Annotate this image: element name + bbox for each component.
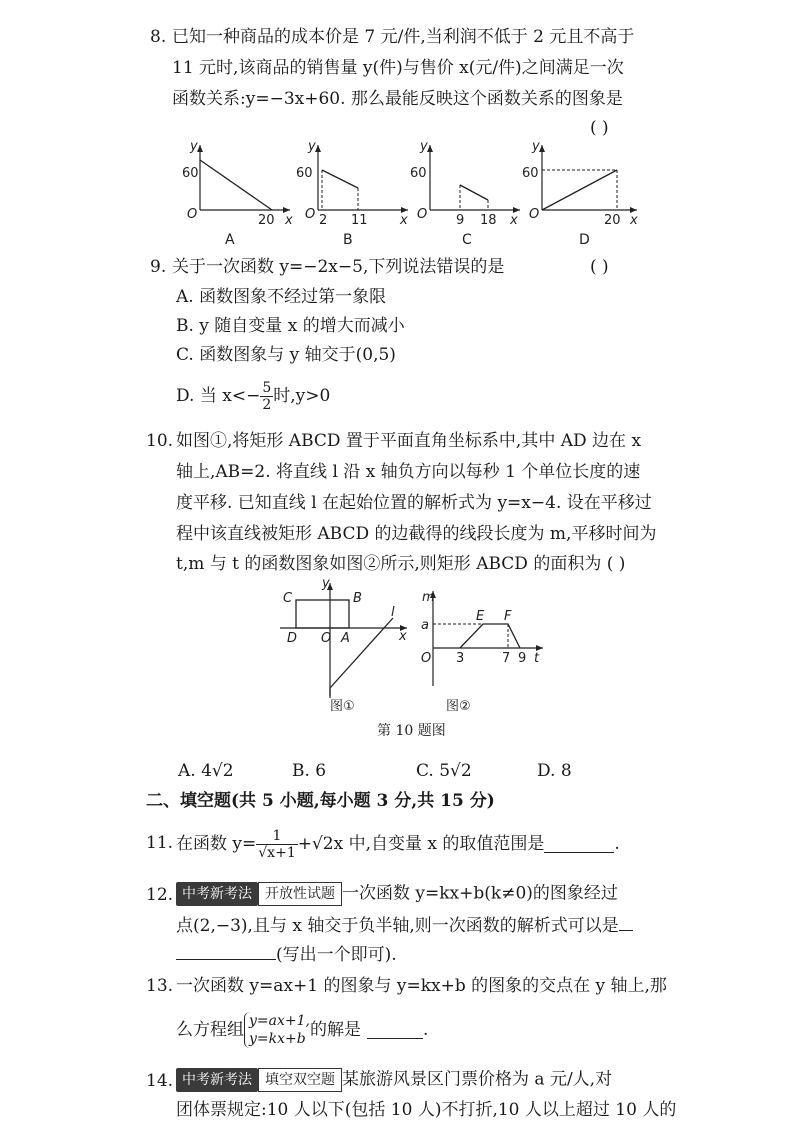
svg-text:7: 7 [502, 651, 511, 666]
q10-number: 10. [146, 431, 174, 451]
svg-text:D: D [287, 631, 298, 646]
q9-option-a: A. 函数图象不经过第一象限 [176, 287, 387, 307]
graph-d [522, 140, 638, 248]
svg-text:l: l [391, 605, 395, 620]
svg-text:O: O [421, 651, 432, 666]
svg-text:60: 60 [182, 166, 199, 181]
q10-option-d: D. 8 [537, 761, 572, 781]
q13-line2: 么方程组 y=ax+1, y=kx+b 的解是 . [176, 1013, 429, 1047]
q9-stem: 关于一次函数 y=−2x−5,下列说法错误的是 [172, 257, 505, 277]
svg-text:B: B [343, 232, 353, 248]
q8-line1: 已知一种商品的成本价是 7 元/件,当利润不低于 2 元且不高于 [172, 27, 635, 47]
svg-text:60: 60 [522, 166, 539, 181]
svg-text:2: 2 [319, 213, 328, 228]
new-exam-method-tag: 中考新考法 [176, 1068, 258, 1092]
svg-text:m: m [422, 590, 435, 605]
q10-option-c: C. 5√2 [416, 761, 472, 781]
q8-line2: 11 元时,该商品的销售量 y(件)与售价 x(元/件)之间满足一次 [172, 58, 624, 78]
q10-line2: 轴上,AB=2. 将直线 l 沿 x 轴负方向以每秒 1 个单位长度的速 [176, 462, 641, 482]
fraction: $\frac{1}{√x+1}$ [258, 827, 296, 861]
svg-text:20: 20 [258, 213, 275, 228]
new-exam-method-tag: 中考新考法 [176, 882, 258, 906]
svg-text:F: F [504, 609, 512, 624]
svg-text:t: t [534, 651, 540, 666]
fraction: $\frac{5}{2}$ [262, 379, 272, 413]
svg-text:E: E [476, 609, 485, 624]
svg-text:11: 11 [351, 213, 368, 228]
q11-number: 11. [146, 833, 174, 853]
q13-line1: 一次函数 y=ax+1 的图象与 y=kx+b 的图象的交点在 y 轴上,那 [176, 976, 667, 996]
q12-number: 12. [146, 885, 174, 905]
q10-line5: t,m 与 t 的函数图象如图②所示,则矩形 ABCD 的面积为 ( ) [176, 554, 626, 574]
graph-b [296, 140, 408, 248]
answer-blank[interactable] [176, 943, 276, 960]
svg-text:9: 9 [518, 651, 527, 666]
svg-text:20: 20 [604, 213, 621, 228]
q12-line2: 点(2,−3),且与 x 轴交于负半轴,则一次函数的解析式可以是 [176, 914, 633, 937]
svg-text:x: x [400, 213, 408, 228]
svg-text:图①: 图① [330, 699, 355, 714]
q8-graphs [170, 140, 650, 250]
q14-number: 14. [146, 1071, 174, 1091]
answer-blank[interactable] [544, 836, 614, 853]
svg-text:O: O [529, 207, 540, 222]
q10-option-b: B. 6 [292, 761, 327, 781]
q9-option-d: D. 当 x<− $\frac{5}{2}$ 时,y>0 [176, 379, 331, 413]
q10-line1: 如图①,将矩形 ABCD 置于平面直角坐标系中,其中 AD 边在 x [176, 431, 642, 451]
q12-line3: (写出一个即可). [176, 943, 397, 966]
svg-text:x: x [285, 213, 293, 228]
q10-figure-title: 第 10 题图 [377, 723, 446, 739]
graph-a [182, 140, 293, 248]
svg-text:18: 18 [480, 213, 497, 228]
answer-blank-start[interactable] [619, 914, 633, 931]
svg-text:B: B [353, 591, 362, 606]
svg-text:y: y [190, 140, 198, 154]
svg-text:图②: 图② [446, 699, 471, 714]
svg-text:60: 60 [296, 166, 313, 181]
svg-text:O: O [187, 207, 198, 222]
answer-blank[interactable] [367, 1022, 423, 1039]
svg-text:O: O [417, 207, 428, 222]
svg-text:60: 60 [410, 166, 427, 181]
svg-text:x: x [510, 213, 518, 228]
svg-text:C: C [283, 591, 293, 606]
q11-text: 在函数 y= $\frac{1}{√x+1}$ +√2x 中,自变量 x 的取值范围是 . [176, 827, 620, 861]
q10-figure-1 [275, 578, 415, 718]
svg-text:C: C [462, 232, 472, 248]
equation-system: y=ax+1, y=kx+b [244, 1012, 310, 1048]
double-blank-tag: 填空双空题 [258, 1068, 342, 1092]
svg-text:y: y [532, 140, 540, 154]
svg-text:O: O [321, 631, 332, 646]
svg-text:y: y [308, 140, 316, 154]
svg-text:x: x [399, 629, 407, 644]
open-question-tag: 开放性试题 [258, 882, 342, 906]
graph-c [410, 140, 520, 248]
svg-text:A: A [225, 232, 235, 248]
svg-text:y: y [322, 578, 330, 591]
svg-text:9: 9 [456, 213, 465, 228]
svg-text:O: O [305, 207, 316, 222]
svg-text:y: y [420, 140, 428, 154]
q8-line3: 函数关系:y=−3x+60. 那么最能反映这个函数关系的图象是 [172, 89, 623, 109]
q8-answer-paren: ( ) [590, 118, 609, 138]
svg-text:3: 3 [456, 651, 465, 666]
q10-line4: 程中该直线被矩形 ABCD 的边截得的线段长度为 m,平移时间为 [176, 524, 657, 544]
q9-answer-paren: ( ) [590, 257, 609, 277]
q14-line2: 团体票规定:10 人以下(包括 10 人)不打折,10 人以上超过 10 人的 [176, 1100, 677, 1120]
section-2-heading: 二、填空题(共 5 小题,每小题 3 分,共 15 分) [146, 791, 495, 811]
q10-line3: 度平移. 已知直线 l 在起始位置的解析式为 y=x−4. 设在平移过 [176, 493, 652, 513]
q9-option-c: C. 函数图象与 y 轴交于(0,5) [176, 345, 396, 365]
svg-text:A: A [341, 631, 350, 646]
q13-number: 13. [146, 976, 174, 996]
q14-line1: 中考新考法 填空双空题 某旅游风景区门票价格为 a 元/人,对 [176, 1068, 612, 1092]
svg-text:a: a [421, 618, 429, 633]
q10-figure-2 [418, 586, 558, 718]
svg-text:D: D [579, 232, 590, 248]
svg-text:x: x [630, 213, 638, 228]
q8-number: 8. [150, 27, 167, 47]
q10-option-a: A. 4√2 [178, 761, 234, 781]
q9-number: 9. [150, 257, 167, 277]
q12-line1: 中考新考法 开放性试题 一次函数 y=kx+b(k≠0)的图象经过 [176, 882, 618, 906]
q9-option-b: B. y 随自变量 x 的增大而减小 [176, 316, 405, 336]
